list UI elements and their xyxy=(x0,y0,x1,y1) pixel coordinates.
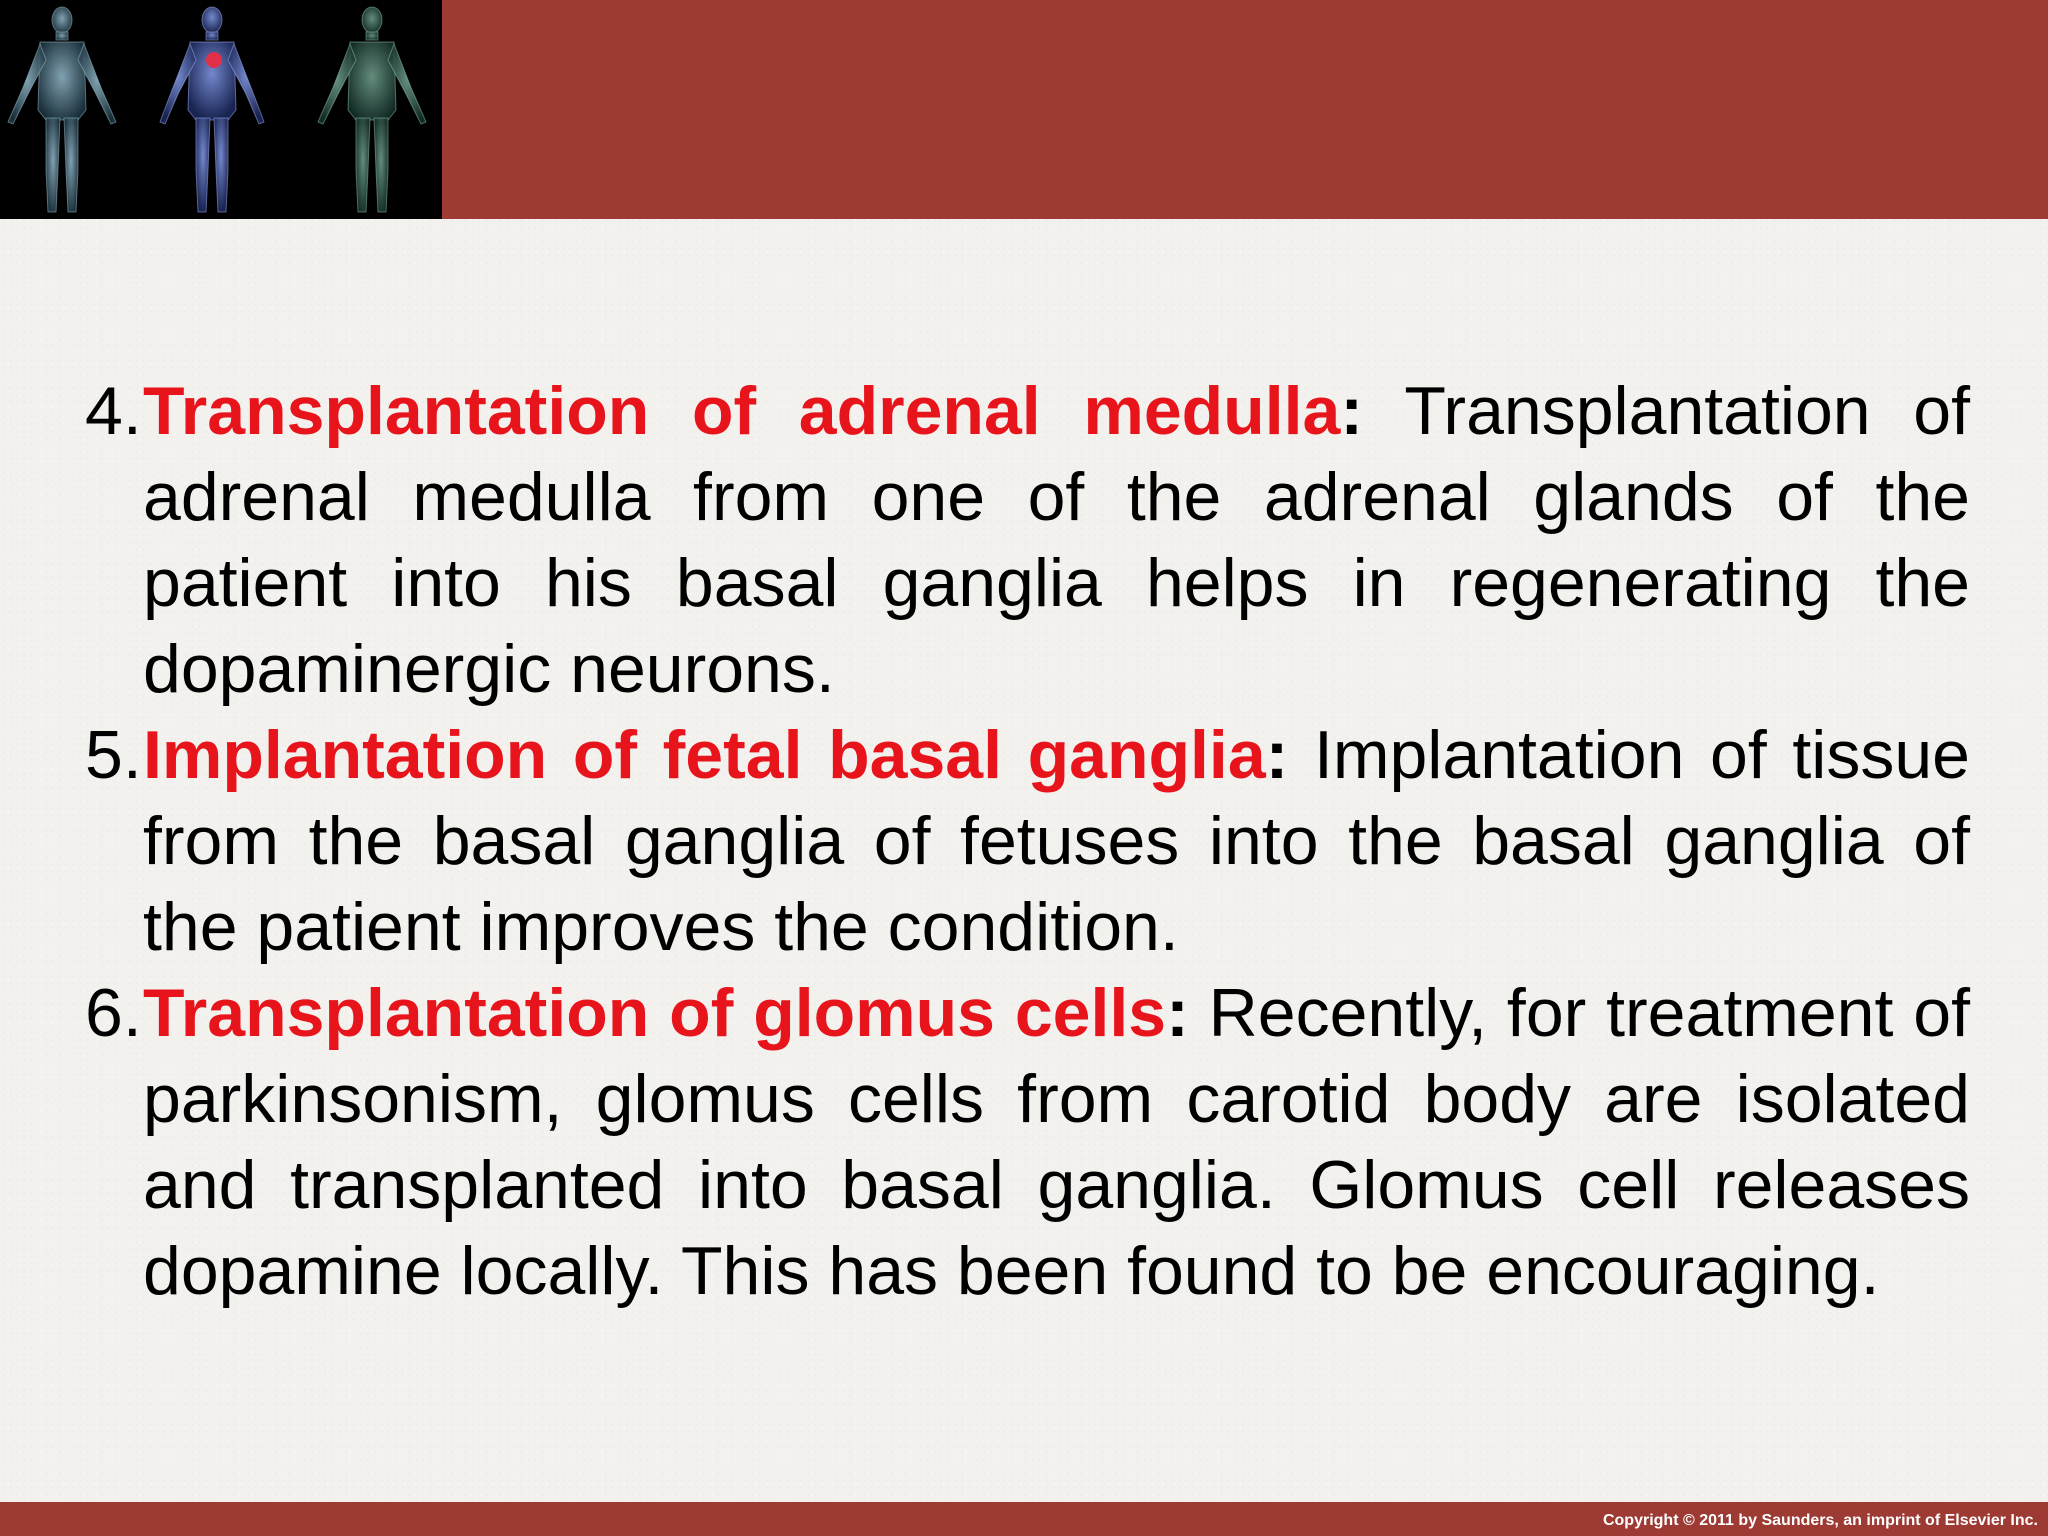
item-term: Implantation of fetal basal ganglia xyxy=(143,717,1266,793)
item-number: 4. xyxy=(85,373,142,449)
item-text: Recently, for treatment of parkinsonism, glomus cells from carotid body are isolated and transplanted into basal ganglia. Glomus cell releases dopamine locally. This has been found to be encouraging. xyxy=(143,975,1970,1309)
slide-content xyxy=(85,368,1970,1314)
body-figure-nervous xyxy=(318,7,426,212)
item-text: Implantation of tissue from the basal ganglia of fetuses into the basal ganglia of the patient improves the condition. xyxy=(143,717,1970,965)
item-term: Transplantation of glomus cells xyxy=(143,975,1167,1051)
item-number: 5. xyxy=(85,717,142,793)
copyright-notice: Copyright © 2011 by Saunders, an imprint of Elsevier Inc. xyxy=(1602,1512,2038,1529)
item-text: Transplantation of adrenal medulla from one of the adrenal glands of the patient into his basal ganglia helps in regenerating the dopaminergic neurons. xyxy=(143,373,1971,707)
list-item xyxy=(85,368,1970,712)
list-item xyxy=(85,712,1970,970)
human-body-figures-image xyxy=(0,0,442,219)
item-number: 6. xyxy=(85,975,142,1051)
item-colon: : xyxy=(1265,717,1289,793)
body-figure-skeletal xyxy=(8,7,116,212)
list-item xyxy=(85,970,1970,1314)
item-colon: : xyxy=(1340,373,1363,449)
item-colon: : xyxy=(1166,975,1189,1051)
body-figure-circulatory xyxy=(160,7,264,212)
item-term: Transplantation of adrenal medulla xyxy=(143,373,1341,449)
footer-band xyxy=(0,1502,2048,1536)
